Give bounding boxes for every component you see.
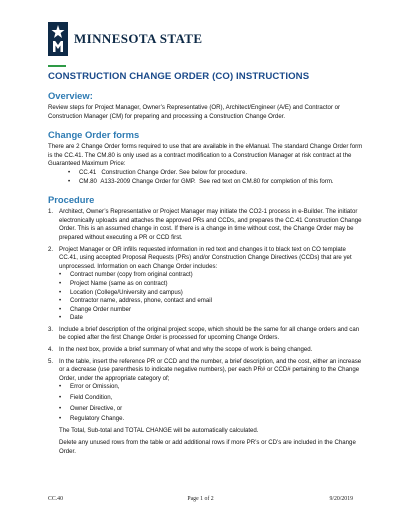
accent-rule	[48, 65, 66, 67]
procedure-heading: Procedure	[48, 194, 95, 206]
overview-text: Review steps for Project Manager, Owner’s Representative (OR), Architect/Engineer (A/E) and Contractor or Construction Manager (CM) for preparing and processing a Construction Change Order.	[48, 104, 341, 120]
procedure-step: 2. Project Manager or OR infills requested information in red text and changes it to black text on CO template CC.41, using accepted Proposal Requests (PRs) and/or Construction Change Directives (CCDs) that are yet unprocessed. Information on each Change Order includes: • Contract number (copy from original contract) • Project Name (same as on contract) • Location (College/University and campus) • Contractor name, address, phone, contact and email • Change Order number • Date	[48, 246, 363, 323]
change-order-info-list	[59, 271, 363, 323]
list-item: • Project Name (same as on contract)	[59, 280, 363, 289]
list-item: • Contractor name, address, phone, contact and email	[59, 297, 363, 306]
list-item: • Field Condition,	[59, 394, 363, 403]
overview-heading: Overview:	[48, 90, 93, 101]
category-list	[59, 383, 363, 423]
totals-note: The Total, Sub-total and TOTAL CHANGE will be automatically calculated.	[59, 426, 259, 434]
star-logo-icon	[48, 22, 68, 56]
list-item: • Date	[59, 314, 363, 323]
document-title: CONSTRUCTION CHANGE ORDER (CO) INSTRUCTIONS	[48, 71, 310, 82]
page-number: Page 1 of 2	[187, 496, 214, 502]
procedure-step: 5. In the table, insert the reference PR or CCD and the number, a brief description, and the cost, either an increase or a decrease (use parenthesis to indicate negative numbers), per each PR# or CCD# pertaining to the Change Order, under the appropriate category of; • Error or Omission, • Field Condition, • Owner Directive, or • Regulatory Change. The Total, Sub-total and TOTAL CHANGE will be automatically calculated.	[48, 358, 363, 436]
list-item: • Contract number (copy from original contract)	[59, 271, 363, 280]
procedure-step: 1. Architect, Owner’s Representative or Project Manager may initiate the CO2-1 process in e-Builder. The initiator electronically uploads and attaches the approved PRs and CCDs, and prepares the CC.41 Construction Change Order. This is an assumed change in cost. If there is a change in time without cost, the Change Order may be prepared without executing a PR or CCD first.	[48, 208, 362, 241]
form-item-cc41: • CC.41 Construction Change Order. See below for procedure.	[68, 169, 363, 178]
procedure-steps	[48, 208, 363, 435]
brand-logo	[48, 22, 202, 56]
form-item-cm80: • CM.80 A133-2009 Change Order for GMP. See red text on CM.80 for completion of this form.	[68, 178, 363, 187]
list-item: • Change Order number	[59, 306, 363, 315]
list-item: • Regulatory Change.	[59, 415, 363, 424]
brand-name: MINNESOTA STATE	[74, 31, 203, 46]
procedure-step: 4. In the next box, provide a brief summary of what and why the scope of work is being changed.	[48, 346, 313, 354]
list-item: • Owner Directive, or	[59, 405, 363, 414]
list-item: • Error or Omission,	[59, 383, 363, 392]
delete-rows-note: Delete any unused rows from the table or add additional rows if more PR’s or CD’s are included in the Change Order.	[59, 439, 356, 455]
procedure-step: 3. Include a brief description of the original project scope, which should be the same for all change orders and can be copied after the first Change Order is processed for upcoming Change Orders.	[48, 325, 360, 342]
forms-heading: Change Order forms	[48, 129, 140, 141]
form-code: CC.40	[48, 496, 63, 502]
forms-text: There are 2 Change Order forms required to use that are available in the eManual. The standard Change Order form is the CC.41. The CM.80 is only used as a contract modification to a Construction Manager at risk contract at the Guaranteed Maximum Price:	[48, 143, 363, 168]
document-body	[48, 70, 363, 457]
forms-list	[68, 169, 363, 186]
footer-date: 9/20/2019	[329, 496, 353, 502]
list-item: • Location (College/University and campus)	[59, 289, 363, 298]
